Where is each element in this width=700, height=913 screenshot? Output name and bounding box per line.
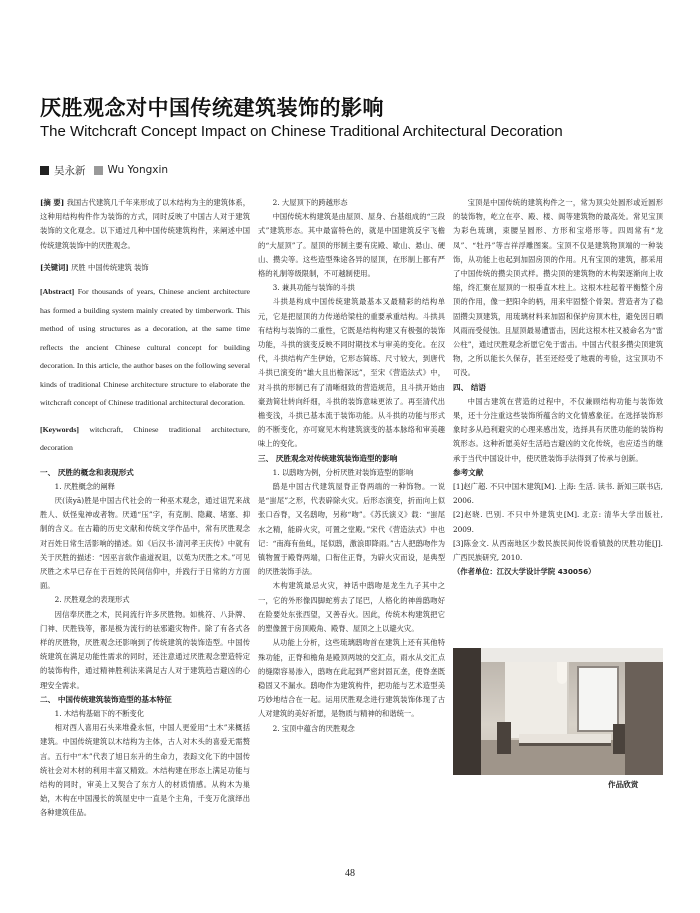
- section-3-paragraph-2: 木构建筑最忌火灾，神话中鸱吻是龙生九子其中之一，它的外形像四脚蛇剪去了尾巴，人格化的神兽鸱吻好在险要处东张西望，又善吞火。因此，传统木构建筑把它的塑像置于房顶殿角、殿脊、屋顶之上以避火灾。: [258, 581, 445, 634]
- section-4-heading: 四、 结语: [453, 382, 487, 392]
- abstract-cn-text: 我国古代建筑几千年来形成了以木结构为主的建筑体系，这种用结构构件作为装饰的方式，同时反映了中国古人对于建筑装饰的文化观念。以下通过几种中国传统建筑构件，来阐述中国传统建筑装饰中的厌胜观念。: [40, 198, 251, 250]
- article-title-en: The Witchcraft Concept Impact on Chinese Traditional Architectural Decoration: [40, 123, 563, 140]
- photo-window: [577, 666, 619, 732]
- page-number: 48: [345, 868, 355, 879]
- interior-photo: [453, 648, 663, 775]
- keywords-en: [40, 421, 250, 458]
- section-3-paragraph-4: 宝顶是中国传统的建筑构件之一，常为顶尖处圆形或近圆形的装饰物，屹立在亭、殿、楼、阁等建筑物的最高处。常见宝顶为彩色琉璃，束腰呈圆形、方形和宝塔形等。四周常有“龙凤”、“牡丹”等吉祥浮雕图案。宝顶不仅是建筑物顶端的一种装饰，从功能上也起到加固房顶的作用。凡有宝顶的建筑，都采用了中国传统的攒尖顶式样。攒尖顶的建筑物的木构架逐渐向上收缩，终汇聚在屋顶的一根垂直木柱上。这根木柱起着平衡整个房顶的作用，像一把阳伞的柄，用来牢固整个骨架。营造者为了稳固攒尖顶建筑，用琉璃材料来加固和保护房顶木柱，避免因日晒风雨而受侵蚀。且屋顶最易遭雷击，因此这根木柱又被命名为“雷公柱”，通过厌胜观念祈愿它免于雷击。中国古代很多攒尖顶建筑物，之所以能长久保存，甚至还经受了地震的考验，这宝顶功不可没。: [453, 198, 663, 378]
- author-name-cn: 吴永新: [54, 164, 86, 177]
- references-heading: 参考文献: [453, 467, 484, 477]
- reference-item-2: [2]赵晓. 巴别. 不只中外建筑史[M]. 北京: 清华大学出版社, 2009.: [453, 510, 663, 534]
- section-2-subheading-3: 3. 兼具功能与装饰的斗拱: [272, 283, 355, 293]
- reference-item-3: [3]陈金文. 从西南地区少数民族民间传说看镇鼓的厌胜功能[J]. 广西民族研究, 2010.: [453, 538, 663, 563]
- keywords-en-label: [Keywords]: [40, 424, 79, 434]
- column-2: [258, 196, 445, 736]
- photo-pendant-lamp: [557, 662, 567, 684]
- keywords-cn: [40, 261, 250, 275]
- section-2-heading: 二、 中国传统建筑装饰造型的基本特征: [40, 694, 172, 704]
- keywords-en-text: witchcraft, Chinese traditional architecture, decoration: [40, 424, 250, 453]
- section-1-paragraph-1: 厌(读yā)胜是中国古代社会的一种巫术观念，通过诅咒来战胜人、妖怪鬼神或者物。厌通“压”字，有克制、隐藏、堵塞、抑制的含义。在古籍的历史文献和传统文学作品中，常有厌胜观念对百姓日常生活影响的描述。如《后汉书·清河孝王庆传》中就有关于厌胜的描述：“因巫言欲作蛊道祝诅，以菟为厌胜之术。”可见厌胜之术早已存在于百姓的民间信仰中，并践行于日常的方方面面。: [40, 495, 250, 591]
- abstract-en-text: For thousands of years, Chinese ancient architecture has formed a building system mainly created by timberwork. This method of using structures as a decoration, at the same time reflects the ancient Chinese cultural concept for building decoration. In this article, the author bases on the following several kinds of traditional Chinese architecture structure to elaborate the witchcraft concept of Chinese traditional architectural decoration.: [40, 287, 251, 408]
- section-2-subheading-2: 2. 大屋顶下的跨越形态: [272, 198, 348, 207]
- section-1-subheading-2: 2. 厌胜观念的表现形式: [54, 595, 130, 605]
- author-name-en: Wu Yongxin: [107, 164, 169, 176]
- author-line: [40, 163, 440, 177]
- reference-item-1: [1]赵广超. 不只中国木建筑[M]. 上海: 生活. 读书. 新知三联书店, 2006.: [453, 482, 663, 506]
- section-3-subheading-2: 2. 宝顶中蕴含的厌胜观念: [272, 723, 355, 733]
- section-3-paragraph-3: 从功能上分析，这些琉璃鸱吻首在建筑上还有其他特殊功能，正脊和檐角是殿顶两坡的交汇点，雨水从交汇点的缝隙容易渗入，鸱吻在此起到严密封固瓦垄，使脊垄既稳固又不漏水。鸱吻作为建筑构件，把功能与艺术造型美巧妙地结合在一起。运用厌胜观念进行建筑装饰体现了古人对建筑的美好祈愿，是物质与精神的和谐统一。: [258, 638, 445, 719]
- author-marker-square: [40, 166, 49, 175]
- author-marker-square-grey: [94, 166, 103, 175]
- abstract-en: [40, 283, 250, 413]
- photo-caption: 作品欣赏: [608, 780, 639, 789]
- section-2-paragraph-2: 中国传统木构建筑是由屋顶、屋身、台基组成的“三段式”建筑形态。其中最富特色的，就是中国建筑反宇飞檐的“大屋顶”了。屋顶的形制主要有庑殿、歇山、悬山、硬山、攒尖等。这些造型殊途各异的屋顶，在形制上都有严格的礼制等级限制，不可越制使用。: [258, 212, 445, 279]
- author-affiliation: （作者单位：江汉大学设计学院 430056）: [453, 567, 596, 577]
- photo-ceiling: [481, 648, 663, 662]
- section-1-heading: 一、 厌胜的概念和表现形式: [40, 467, 134, 477]
- section-1-paragraph-2: 因信奉厌胜之术，民间流行许多厌胜物。如桃符、八卦牌、门神、厌胜钱等，都是极为流行的祛邪避灾物件。除了有各式各样的厌胜物，厌胜观念还影响到了传统建筑的装饰造型。中国传统建筑在满足功能性需求的同时，还注意通过厌胜观念塑造特定的装饰构件，通过精神胜利法来满足古人对于建筑趋吉避凶的心理安全需求。: [40, 609, 250, 690]
- photo-chair-right: [613, 724, 625, 754]
- abstract-cn: [40, 196, 250, 253]
- section-2-paragraph-1: 相对西人喜用石头来堆叠永恒，中国人更爱用“土木”来概括建筑。中国传统建筑以木结构为主体，古人对木头的喜爱无需赘言。五行中“木”代表了旭日东升的生命力，表踪文化下的中国传统社会对木材的利用丰富又精致。木结构建在形态上满足功能与结构的同时，审美上又契合了东方人的材质情感。从构木为巢始，木构在中国漫长的筑屋史中一直是个主角，千变万化演绎出各种建筑佳品。: [40, 723, 250, 818]
- abstract-en-label: [Abstract]: [40, 287, 75, 297]
- column-3: [453, 196, 663, 579]
- section-3-paragraph-1: 鸱是中国古代建筑屋脊正脊两端的一种饰物。一说是“蚩尾”之形，代表辟除火灾。后形态演变，折而向上似张口吞脊，又名鸱吻，另称“吻”。《苏氏演义》载：“蚩尾水之精，能辟火灾，可置之堂殿。”宋代《营造法式》中也记：“南海有鱼虬，尾似鸱，激浪即降雨。”古人把鸱吻作为镇物置于殿脊两端，口衔住正脊，为辟火灾而设，是典型的厌胜装饰手法。: [258, 482, 445, 577]
- photo-dining-table: [519, 734, 611, 746]
- photo-dark-wall-right: [625, 662, 663, 775]
- keywords-cn-label: [关键词]: [40, 262, 69, 272]
- section-3-heading: 三、 厌胜观念对传统建筑装饰造型的影响: [258, 453, 398, 463]
- photo-dark-wall-left: [453, 648, 481, 775]
- photo-chair-left: [497, 722, 511, 754]
- abstract-cn-label: [摘 要]: [40, 198, 65, 207]
- section-2-subheading-1: 1. 木结构基础下的不断变化: [54, 708, 145, 718]
- article-title-cn: 厌胜观念对中国传统建筑装饰的影响: [40, 96, 384, 120]
- section-4-paragraph-1: 中国古建筑在营造的过程中，不仅兼顾结构功能与装饰效果，还十分注重这些装饰所蕴含的文化情感象征。在选择装饰形象时多从趋利避灾的心理来感出发，选择具有厌胜功能的装饰构筑形态。这种祈愿美好生活趋吉避凶的文化传统，也应适当的继承于当代中国设计中，使厌胜装饰手法得到了传承与创新。: [453, 396, 663, 463]
- section-2-paragraph-3: 斗拱是构成中国传统建筑最基本又最精彩的结构单元，它是把屋顶的力传递给梁柱的重要承重结构。斗拱具有结构与装饰的二重性，它既是结构构建又有极强的装饰功能，斗拱的演变反映不同时期技术与审美的变化。在汉代，斗拱结构产生伊始，它形态简练、尺寸较大，到唐代斗拱已演变的“雄大且出檐深远”，至宋《营造法式》中，对斗拱的形制已有了清晰细致的营造规范，且斗拱开始由豪劲简壮转向纤细，斗拱的装饰意味更浓了。再至清代出檐变浅，斗拱已基本流于装饰功能。从斗拱的功能与形式的不断变化，亦可窥见木构建筑演变的基本脉络和审美趣味上的变化。: [258, 297, 445, 449]
- section-3-subheading-1: 1. 以鸱吻为例，分析厌胜对装饰造型的影响: [272, 467, 414, 477]
- keywords-cn-text: 厌胜 中国传统建筑 装饰: [71, 262, 149, 272]
- column-1: [40, 196, 250, 821]
- section-1-subheading-1: 1. 厌胜概念的阐释: [54, 481, 115, 491]
